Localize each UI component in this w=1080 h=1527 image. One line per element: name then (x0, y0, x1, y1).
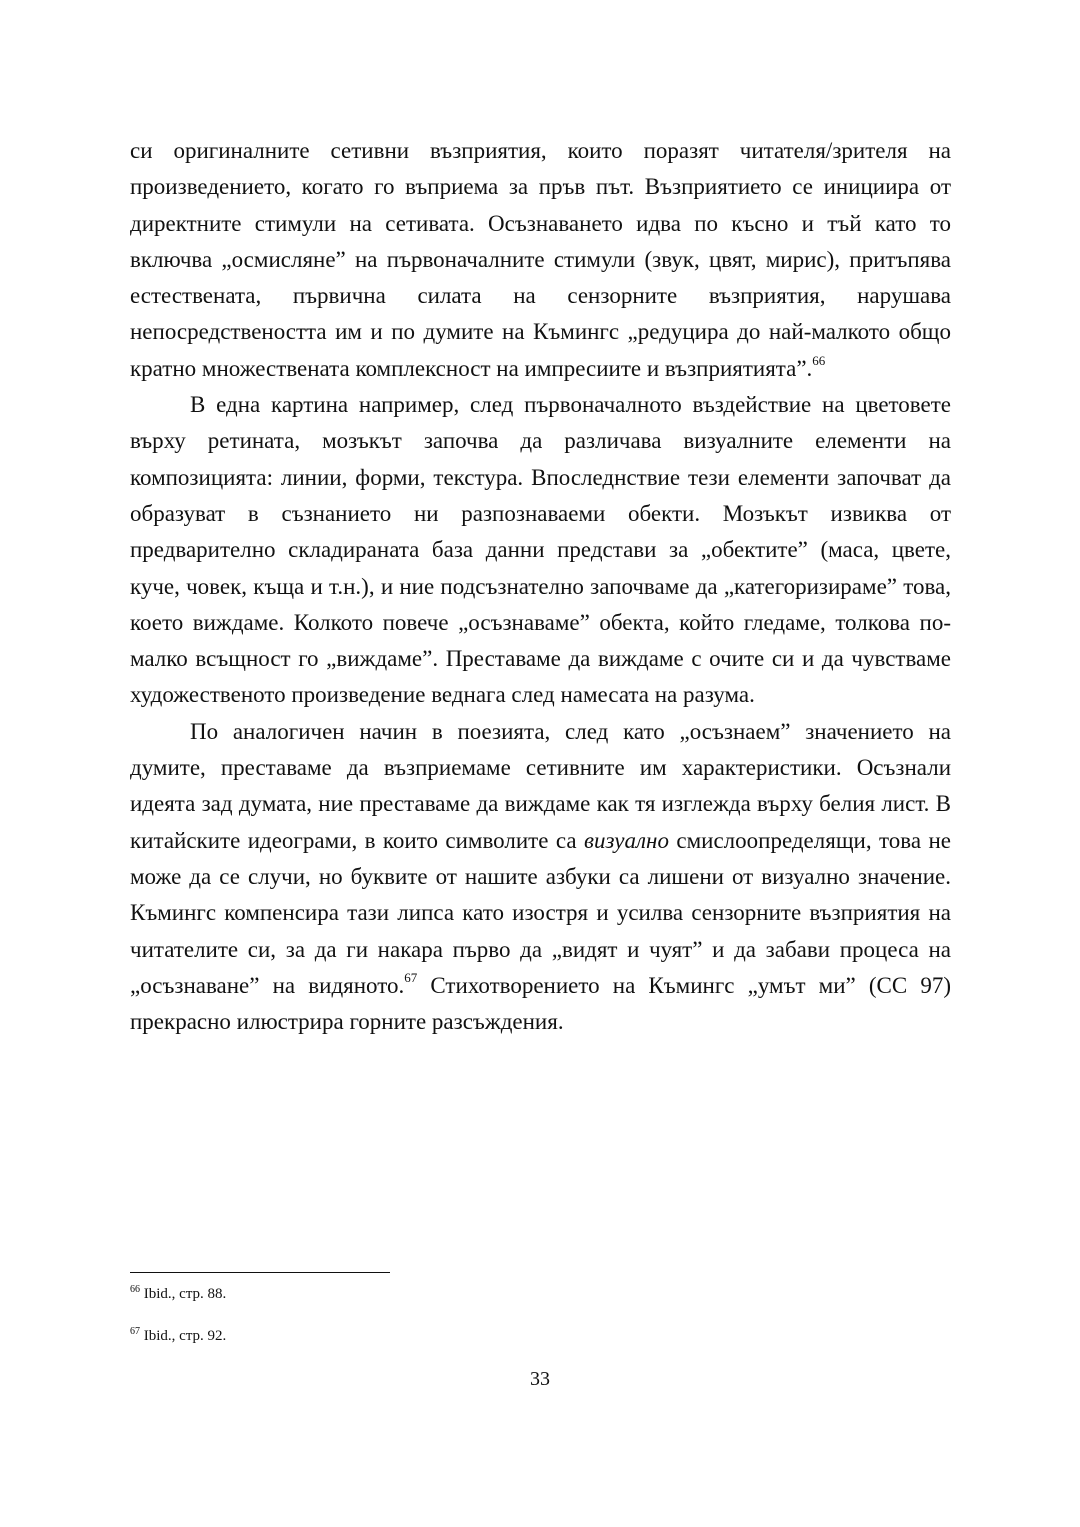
footnote-separator (130, 1272, 390, 1273)
paragraph-3: По аналогичен начин в поезията, след като „осъзнаем” значението на думите, преставаме да възприемаме сетивните им характеристики. Осъзнали идеята зад думата, ние преставаме да виждаме как тя изглежда върху белия лист. В китайските идеограми, в които символите са визуално смислоопределящи, това не може да се случи, но буквите от нашите азбуки са лишени от визуално значение. Къмингс компенсира тази липса като изостря и усилва сензорните възприятия на читателите си, за да ги накара първо да „видят и чуят” и да забави процеса на „осъзнаване” на видяното.$^{67}$ Стихотворението на Къмингс „умът ми” (CC 97) прекрасно илюстрира горните разсъждения. (130, 718, 952, 1035)
paragraph-2: В една картина например, след първоначалното въздействие на цветовете върху ретината, мозъкът започва да различава визуалните елементи на композицията: линии, форми, текстура. Впоследнствие тези елементи започват да образуват в съзнанието ни разпознаваеми обекти. Мозъкът извиква от предварително складираната база данни представи за „обектите” (маса, цвете, куче, човек, къща и т.н.), и ние подсъзнателно започваме да „категоризираме” това, което виждаме. Колкото повече „осъзнаваме” обекта, който гледаме, толкова по-малко всъщност го „виждаме”. Преставаме да виждаме с очите си и да чувстваме художественото произведение веднага след намесата на разума. (130, 392, 951, 708)
footnote-number: 66 (130, 1284, 140, 1295)
main-text (130, 133, 951, 1040)
page-number: 33 (530, 1368, 550, 1390)
italic-word: визуално (584, 827, 669, 853)
footnote-number: 67 (130, 1326, 140, 1337)
footnote-67 (130, 1324, 951, 1366)
footnote-66 (130, 1282, 951, 1324)
footnote-ref-66[interactable]: 66 (812, 353, 826, 369)
footnote-text: Ibid., стр. 92. (140, 1328, 227, 1344)
paragraph-1: си оригиналните сетивни възприятия, които поразят читателя/зрителя на произведението, когато го въприема за пръв път. Възприятието се инициира от директните стимули на сетивата. Осъзнаването идва по късно и тъй като то включва „осмисляне” на първоначалните стимули (звук, цвят, мирис), притъпява естествената, първична силата на сензорните възприятия, нарушава непосредствеността им и по думите на Къмингс „редуцира до най-малкото общо кратно множествената комплексност на импресиите и възприятията”.$^{66}$ (130, 138, 951, 381)
footnote-text: Ibid., стр. 88. (140, 1286, 227, 1302)
footnotes (130, 1282, 951, 1366)
footnote-ref-67[interactable]: 67 (404, 970, 418, 986)
